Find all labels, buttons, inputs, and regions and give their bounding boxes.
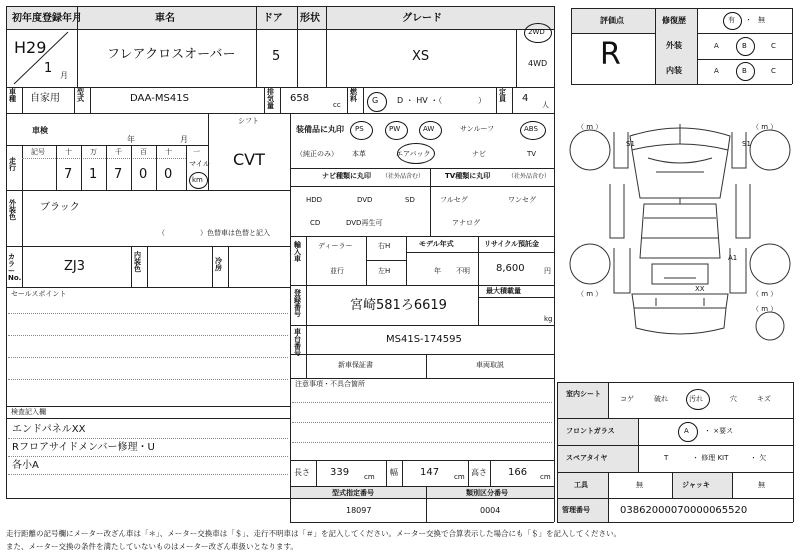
inspect-month: 月 [180,135,188,144]
tire-rl-mark: （ m ） [577,290,603,298]
score-value: R [600,37,621,72]
spare-none: ・ 欠 [750,454,767,462]
type-no-value: 18097 [346,506,372,515]
len-unit: cm [364,473,375,481]
odo-digit-1: 1 [89,167,98,182]
damage-tag-s1-right: S1 [742,140,751,148]
ext-a: A [714,42,719,50]
int-label: 内装 [666,66,682,75]
drive-4wd: 4WD [528,59,548,68]
drive-2wd: 2WD [528,28,545,36]
shift-value: CVT [233,150,265,169]
tv-oneseg: ワンセグ [508,196,536,204]
color-value: ブラック [40,202,80,213]
odo-hdr-5: 十 [165,148,172,156]
note-2: 各小A [12,460,39,471]
right-hand: 右H [378,242,391,250]
class-no-value: 0004 [480,506,501,515]
odo-hdr-4: 百 [140,148,147,156]
odo-hdr-3: 千 [115,148,122,156]
odo-digit-4: 0 [164,167,173,182]
tire-fr-mark: （ m ） [752,123,778,131]
len-value: 339 [330,467,350,478]
hdr-shape: 形状 [300,13,320,24]
odo-digit-2: 7 [114,167,123,182]
model-year-label: モデル年式 [419,240,454,248]
cap-value: 4 [522,93,529,104]
reg-label: 登録番号 [294,289,301,318]
wid-label: 幅 [390,468,398,477]
class-no-label: 類別区分番号 [466,489,508,497]
nav-title: ナビ種類に丸印 [322,172,371,180]
mgmt-value: 03862000070000065520 [620,505,748,516]
import-parallel: 並行 [330,267,344,275]
tools-value: 無 [636,481,643,489]
month-unit: 月 [60,71,68,80]
grade-value: XS [412,49,430,64]
fuel-label: 燃料 [350,88,357,103]
seat-hole: 穴 [730,395,737,403]
int-c: C [771,67,776,75]
caution-label: 注意事項・不具合箇所 [295,380,365,388]
odo-digit-0: 7 [64,167,73,182]
equip-abs: ABS [524,125,538,133]
equip-navi: ナビ [472,150,486,158]
int-b: B [742,67,747,75]
door-count: 5 [272,49,281,64]
reg-value: 宮崎581ろ6619 [350,298,447,313]
mgmt-label: 管理番号 [562,506,590,514]
nav-hdd: HDD [306,196,323,204]
model-value: DAA-MS41S [130,93,189,104]
shift-label: シフト [238,117,259,125]
ext-b: B [742,42,747,50]
nav-dvd-play: DVD再生可 [346,219,383,227]
cooler-label: 冷房 [215,257,222,272]
seat-burn: コゲ [620,395,634,403]
sales-point-label: セールスポイント [11,290,67,298]
repair-label: 修復歴 [662,16,686,25]
odo-hdr-2: 万 [90,148,97,156]
ext-label: 外装 [666,41,682,50]
jack-value: 無 [758,481,765,489]
repair-yes: 有 [728,16,735,24]
model-year-value: 不明 [456,267,470,275]
equip-label: 装備品に丸印 [296,125,344,134]
tools-label: 工具 [574,481,588,489]
import-dealer: ディーラー [318,242,353,250]
nav-sub: （社外品含む） [382,173,425,180]
inspect-year: 年 [127,135,135,144]
nav-dvd: DVD [357,196,373,204]
hdr-grade: グレード [402,13,442,24]
chassis-value: MS41S-174595 [386,334,462,345]
len-label: 長さ [294,468,310,477]
seat-tear: 破れ [654,395,668,403]
equip-ps: PS [355,125,364,133]
tire-fl-mark: （ m ） [577,123,603,131]
repair-no: 無 [758,16,765,24]
year-era: H29 [14,38,47,57]
damage-tag-a1: A1 [728,254,738,262]
color-no-label: カラーNo. [8,253,22,282]
interior-label: 内装色 [134,251,141,273]
odo-digit-3: 0 [139,167,148,182]
spare-t: T [664,454,669,462]
tv-sub: （社外品含む） [508,173,551,180]
jack-label: ジャッキ [682,481,710,489]
note-1: Rフロアサイドメンバー修理・U [12,442,155,453]
inspection-notes-label: 検査記入欄 [11,408,46,416]
footer-line-2: また、メーター交換の条件を満たしていないものはメーター改ざん車扱いとなります。 [6,542,298,551]
footer-line-1: 走行距離の記号欄にメーター改ざん車は「＊」、メーター交換車は「＄」、走行不明車は「＃」を記入してください。メーター交換で合算表示した場合にも「＄」を記入してください。 [6,529,621,538]
import-label: 輸入車 [294,241,301,263]
cap-label: 定員 [499,88,506,103]
inspect-label: 車検 [32,126,48,135]
car-body-diagram [560,88,800,380]
model-label: 型式 [77,88,84,103]
type-no-label: 型式指定番号 [332,489,374,497]
nav-cd: CD [310,219,321,227]
cap-unit: 人 [542,101,549,109]
odo-hdr-1: 十 [65,148,72,156]
wid-unit: cm [454,473,465,481]
kind-value: 自家用 [30,93,60,104]
equip-airbag: エアバック [396,150,431,158]
hdr-year: 初年度登録年月 [12,13,82,24]
damage-tag-s1-left: S1 [626,140,635,148]
color-no-value: ZJ3 [64,259,86,274]
recycle-value: 8,600 [496,263,525,274]
ext-c: C [771,42,776,50]
glass-label: フロントガラス [566,427,615,435]
mile-label: マイル [189,160,210,168]
equip-sub: （純正のみ） [296,150,338,158]
equip-tv: TV [527,150,537,158]
seat-scratch: キズ [757,395,771,403]
hdr-car: 車名 [155,13,175,24]
year-month: 1 [44,61,53,76]
glass-rest: ・ ×要ス [704,427,734,435]
recycle-unit: 円 [544,267,551,275]
fuel-g: G [372,96,379,105]
note-0: エンドパネルXX [12,424,86,435]
equip-leather: 本革 [352,150,366,158]
tv-title: TV種類に丸印 [445,172,491,180]
tire-rr-mark: （ m ） [752,290,778,298]
disp-label: 排気量 [267,88,274,110]
hgt-label: 高さ [471,468,487,477]
disp-unit: cc [333,101,341,109]
repair-dot: ・ [745,16,752,24]
model-year-year: 年 [434,267,441,275]
glass-a: A [684,427,689,435]
equip-sunroof: サンルーフ [460,125,495,133]
color-note: ）色替車は色替と記入 [200,229,270,237]
tire-spare-mark: （ m ） [752,305,778,313]
color-label: 外装色 [9,199,16,221]
wid-value: 147 [420,467,440,478]
odo-hdr-6: 一 [193,148,200,156]
equip-aw: AW [423,125,435,133]
fuel-rest: D ・ HV ・（ [397,96,443,105]
score-label: 評価点 [600,16,624,25]
left-hand: 左H [378,267,391,275]
damage-tag-xx: XX [695,285,705,293]
seat-stain: 汚れ [689,395,703,403]
car-name: フレアクロスオーバー [107,47,236,62]
warranty-label: 新車保証書 [338,361,373,369]
mileage-label: 走行 [9,157,16,172]
disp-value: 658 [290,93,310,104]
color-paren-open: （ [158,229,165,237]
hgt-unit: cm [540,473,551,481]
manual-label: 車両取説 [476,361,504,369]
chassis-label: 車台番号 [294,328,301,357]
nav-sd: SD [405,196,415,204]
kind-label: 車種 [9,88,16,103]
equip-pw: PW [389,125,401,133]
spare-label: スペアタイヤ [566,454,608,462]
hgt-value: 166 [508,467,528,478]
max-load-unit: kg [544,315,553,323]
int-a: A [714,67,719,75]
tv-fullseg: フルセグ [440,196,468,204]
odo-hdr-0: 記号 [31,148,45,156]
fuel-close: ） [478,96,486,105]
km-label: km [192,176,203,184]
seat-label: 室内シート [566,390,601,398]
hdr-door: ドア [263,13,283,24]
recycle-label: リサイクル預託金 [484,240,540,248]
tv-analog: アナログ [452,219,480,227]
spare-kit: ・ 修理 KIT [692,454,729,462]
max-load-label: 最大積載量 [486,287,521,295]
